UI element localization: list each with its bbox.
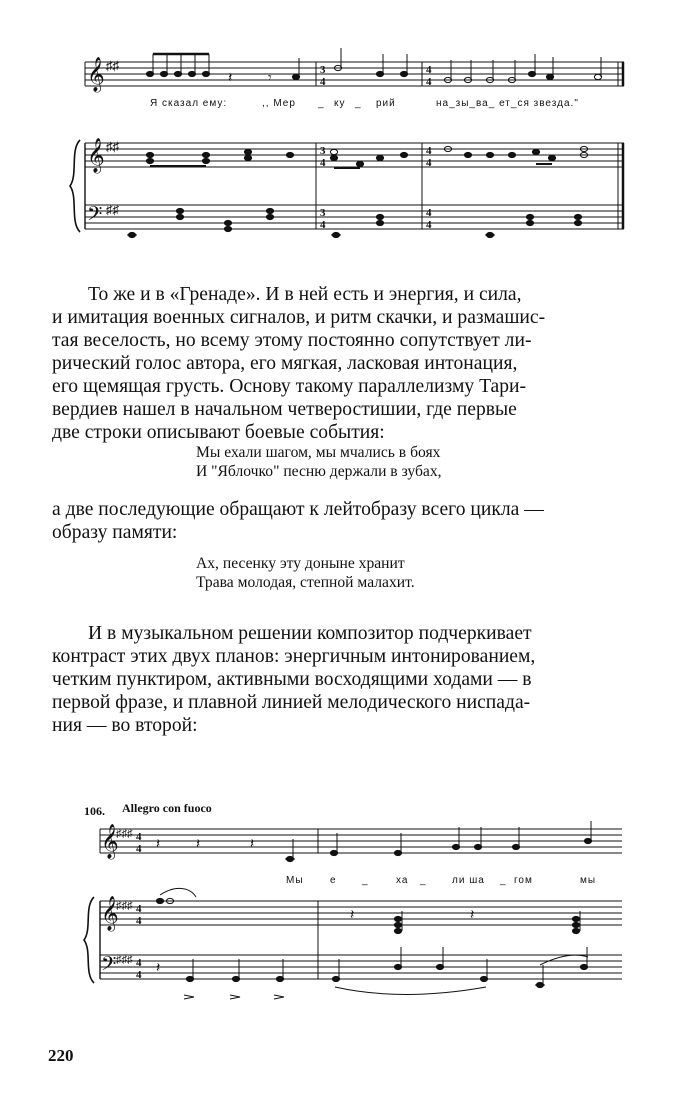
- text-line: его щемящая грусть. Основу такому параллелизму Тари-: [52, 376, 527, 397]
- top-lyrics: [150, 98, 579, 109]
- text-line: вердиев нашел в начальном четверостишии, где первые: [52, 399, 517, 420]
- poem-line: Трава молодая, степной малахит.: [196, 573, 415, 591]
- text-line: тая веселость, но всему этому постоянно сопутствует ли-: [52, 330, 532, 351]
- paragraph-1: [52, 283, 640, 444]
- lyric: _: [420, 875, 427, 886]
- score-top-svg: [0, 40, 680, 270]
- piano-rh-notes: [156, 888, 580, 933]
- lyric: ку: [334, 98, 346, 109]
- svg-text:𝄽: 𝄽: [250, 837, 255, 852]
- score-bottom-svg: [0, 795, 680, 1010]
- svg-text:𝄢: 𝄢: [87, 202, 103, 230]
- piano-rh-notes: [146, 146, 587, 168]
- svg-text:♯♯♯: ♯♯♯: [116, 828, 133, 840]
- svg-text:♯♯: ♯♯: [106, 58, 119, 73]
- paragraph-2: [52, 498, 640, 544]
- lyric: ,, Мер: [262, 98, 296, 109]
- svg-text:4: 4: [320, 157, 326, 169]
- bottom-lyrics: [286, 875, 596, 886]
- piano-left-staff: [85, 205, 624, 229]
- svg-text:4: 4: [136, 903, 142, 915]
- svg-text:𝄽: 𝄽: [156, 961, 161, 976]
- tempo-marking: Allegro con fuoco: [122, 801, 212, 815]
- lyric: ха: [396, 875, 409, 886]
- svg-text:𝄽: 𝄽: [196, 837, 201, 852]
- svg-text:𝄽: 𝄽: [156, 837, 161, 852]
- text-line: рический голос автора, его мягкая, ласковая интонация,: [52, 353, 518, 374]
- piano-lh-notes: [186, 947, 588, 995]
- svg-text:𝄽: 𝄽: [350, 908, 355, 923]
- text-line: ния — во второй:: [52, 715, 198, 736]
- lyric: мы: [580, 875, 597, 886]
- svg-text:♯♯♯: ♯♯♯: [116, 900, 133, 912]
- svg-text:4: 4: [426, 157, 432, 169]
- text-line: То же и в «Гренаде». И в ней есть и энергия, и сила,: [88, 284, 522, 305]
- svg-text:4: 4: [426, 76, 432, 88]
- svg-text:♯♯: ♯♯: [106, 139, 119, 154]
- lyric: рий: [376, 98, 396, 109]
- piano-right-staff: [100, 901, 622, 925]
- svg-text:4: 4: [136, 843, 142, 855]
- svg-text:4: 4: [426, 207, 432, 219]
- svg-text:4: 4: [136, 957, 142, 969]
- music-score-top: [0, 40, 680, 270]
- svg-text:𝄾: 𝄾: [268, 71, 272, 86]
- svg-text:♯♯: ♯♯: [106, 202, 119, 217]
- lyric: _: [355, 98, 362, 109]
- page-number: 220: [48, 1046, 74, 1065]
- lyric: _: [500, 875, 507, 886]
- svg-text:4: 4: [136, 969, 142, 981]
- svg-text:𝄞: 𝄞: [101, 896, 119, 931]
- svg-text:4: 4: [320, 76, 326, 88]
- svg-text:4: 4: [426, 145, 432, 157]
- text-line: И в музыкальном решении композитор подчеркивает: [88, 623, 532, 644]
- lyric: Мы: [286, 875, 304, 886]
- text-line: первой фразе, и плавной линией мелодического ниспада-: [52, 692, 531, 713]
- svg-text:4: 4: [426, 64, 432, 76]
- lyric: е: [330, 875, 337, 886]
- lyric: Я сказал ему:: [150, 98, 228, 109]
- lyric: ли ша: [452, 875, 485, 886]
- poem-line: И "Яблочко" песню держали в зубах,: [196, 462, 442, 480]
- text-line: и имитация военных сигналов, и ритм скачки, и размашис-: [52, 307, 546, 328]
- lyric: _: [362, 875, 369, 886]
- example-number: 106.: [84, 804, 105, 818]
- svg-text:3: 3: [320, 64, 326, 76]
- svg-text:4: 4: [136, 915, 142, 927]
- svg-text:𝄞: 𝄞: [87, 57, 105, 92]
- poem-line: Ах, песенку эту доныне хранит: [196, 555, 405, 572]
- text-line: четким пунктиром, активными восходящими ходами — в: [52, 669, 532, 690]
- text-line: контраст этих двух планов: энергичным интонированием,: [52, 646, 536, 667]
- svg-text:𝄢: 𝄢: [101, 952, 117, 980]
- svg-text:4: 4: [320, 219, 326, 231]
- text-line: а две последующие обращают к лейтобразу всего цикла —: [52, 499, 544, 520]
- text-line: две строки описывают боевые события:: [52, 422, 385, 443]
- svg-text:𝄽: 𝄽: [228, 71, 233, 86]
- svg-text:4: 4: [426, 219, 432, 231]
- poem-excerpt-2: [196, 555, 616, 592]
- lyric: _: [318, 98, 325, 109]
- svg-text:𝄞: 𝄞: [101, 824, 119, 859]
- svg-text:3: 3: [320, 145, 326, 157]
- lyric: гом: [514, 875, 533, 886]
- svg-text:𝄽: 𝄽: [470, 908, 475, 923]
- text-line: образу памяти:: [52, 522, 178, 543]
- svg-text:♯♯♯: ♯♯♯: [116, 954, 133, 966]
- music-score-bottom: [0, 795, 680, 1010]
- svg-text:4: 4: [136, 831, 142, 843]
- vocal-staff: [100, 829, 622, 853]
- poem-excerpt-1: [196, 444, 616, 481]
- vocal-notes: [146, 48, 601, 83]
- svg-text:3: 3: [320, 207, 326, 219]
- paragraph-3: [52, 622, 640, 737]
- lyric: на_зы_ва_ ет_ся звезда.": [436, 98, 579, 109]
- svg-text:𝄞: 𝄞: [87, 138, 105, 173]
- poem-line: Мы ехали шагом, мы мчались в боях: [196, 444, 441, 461]
- piano-left-staff: [100, 955, 622, 979]
